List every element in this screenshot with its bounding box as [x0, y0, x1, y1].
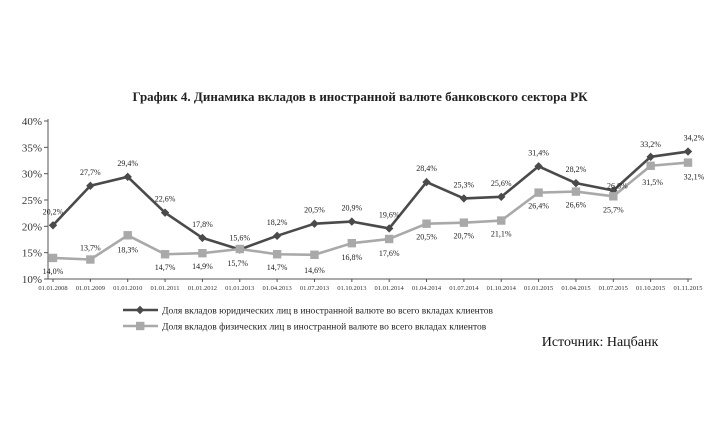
x-tick-label: 01.10.2013 [337, 285, 367, 292]
data-label: 17,6% [378, 248, 400, 258]
data-point-individuals [161, 250, 169, 258]
data-label: 29,4% [117, 158, 139, 168]
legend-marker-diamond [136, 306, 144, 314]
data-label: 32,1% [683, 172, 705, 182]
data-point-individuals [534, 188, 542, 196]
data-point-individuals [609, 192, 617, 200]
source-note: Источник: Нацбанк [541, 335, 659, 350]
series-line-legal-entities [53, 152, 688, 250]
data-label: 13,7% [80, 243, 101, 253]
data-point-individuals [348, 239, 356, 247]
x-tick-label: 01.01.2015 [523, 285, 554, 292]
data-point-individuals [497, 216, 505, 224]
data-label: 20,2% [42, 207, 64, 217]
data-label: 26,8% [606, 181, 628, 191]
data-point-individuals [646, 162, 654, 170]
data-label: 20,7% [453, 231, 475, 241]
data-point-individuals [310, 251, 318, 259]
data-point-individuals [49, 254, 57, 262]
data-label: 17,8% [192, 219, 213, 229]
x-tick-label: 01.07.2015 [598, 285, 628, 292]
data-point-legal-entities [572, 179, 580, 187]
legend-label: Доля вкладов юридических лиц в иностранной валюте во всего вкладах клиентов [162, 306, 494, 317]
data-label: 25,6% [490, 178, 512, 188]
data-point-individuals [124, 231, 132, 239]
data-label: 31,5% [642, 177, 663, 187]
data-point-individuals [198, 249, 206, 257]
x-tick-label: 01.04.2015 [561, 285, 591, 292]
y-tick-label: 15% [21, 247, 42, 260]
data-label: 26,4% [528, 201, 549, 211]
data-label: 25,3% [453, 180, 475, 190]
legend [123, 306, 494, 333]
data-label: 21,1% [490, 229, 512, 239]
data-point-individuals [460, 218, 468, 226]
data-point-individuals [273, 250, 281, 258]
x-tick-label: 01.01.2010 [113, 285, 143, 292]
data-label: 33,2% [640, 139, 661, 149]
y-tick-label: 25% [21, 195, 42, 207]
data-point-legal-entities [460, 194, 468, 202]
data-label: 28,4% [416, 164, 437, 174]
x-tick-label: 01.11.2015 [673, 285, 703, 292]
y-tick-label: 30% [21, 168, 42, 181]
data-point-individuals [385, 235, 393, 243]
data-point-individuals [422, 220, 430, 228]
x-tick-label: 01.04.2013 [262, 285, 292, 292]
data-label: 28,2% [565, 165, 587, 175]
data-label: 14,7% [154, 263, 176, 273]
data-point-legal-entities [348, 217, 356, 225]
y-tick-label: 20% [21, 221, 42, 234]
x-tick-label: 01.01.2008 [38, 285, 68, 292]
data-label: 25,7% [602, 205, 624, 215]
x-tick-label: 01.07.2014 [449, 285, 479, 292]
x-tick-label: 01.01.2013 [225, 285, 255, 292]
x-tick-label: 01.01.2009 [75, 285, 105, 292]
legend-label: Доля вкладов физических лиц в иностранной валюте во всего вкладах клиентов [162, 322, 487, 333]
data-point-legal-entities [684, 147, 692, 155]
data-point-individuals [236, 245, 244, 253]
data-label: 31,4% [528, 148, 549, 158]
data-label: 27,7% [80, 167, 101, 177]
data-label: 20,5% [416, 232, 437, 242]
x-tick-label: 01.01.2014 [374, 285, 404, 292]
data-point-individuals [684, 158, 692, 166]
data-point-individuals [86, 255, 94, 263]
x-tick-label: 01.07.2013 [299, 285, 330, 292]
data-label: 14,9% [192, 262, 213, 272]
data-label: 20,9% [341, 203, 363, 213]
x-tick-label: 01.10.2014 [486, 285, 516, 292]
data-label: 14,0% [42, 266, 64, 276]
x-tick-label: 01.04.2014 [411, 285, 442, 292]
data-labels-layer [43, 134, 705, 276]
data-label: 14,6% [304, 265, 325, 275]
data-label: 15,7% [227, 258, 249, 268]
chart-title: График 4. Динамика вкладов в иностранной валюте банковского сектора РК [132, 89, 588, 104]
data-label: 34,2% [683, 133, 705, 143]
x-tick-label: 01.01.2011 [150, 285, 180, 292]
data-label: 14,7% [266, 263, 288, 273]
series-layer [49, 147, 692, 263]
data-label: 22,6% [154, 194, 176, 204]
data-label: 15,6% [229, 233, 251, 243]
data-label: 18,2% [266, 217, 288, 227]
y-tick-label: 35% [21, 142, 42, 155]
x-tick-label: 01.10.2015 [636, 285, 666, 292]
data-label: 26,6% [565, 200, 587, 210]
data-label: 19,6% [378, 210, 400, 220]
data-point-legal-entities [273, 232, 281, 240]
y-tick-label: 40% [21, 116, 42, 128]
data-label: 18,3% [117, 245, 139, 255]
data-label: 16,8% [341, 253, 363, 263]
data-point-individuals [572, 187, 580, 195]
x-tick-label: 01.01.2012 [187, 285, 218, 292]
legend-marker-square [136, 322, 144, 330]
data-point-legal-entities [310, 220, 318, 228]
data-label: 20,5% [304, 205, 325, 215]
y-tick-label: 10% [21, 274, 42, 286]
